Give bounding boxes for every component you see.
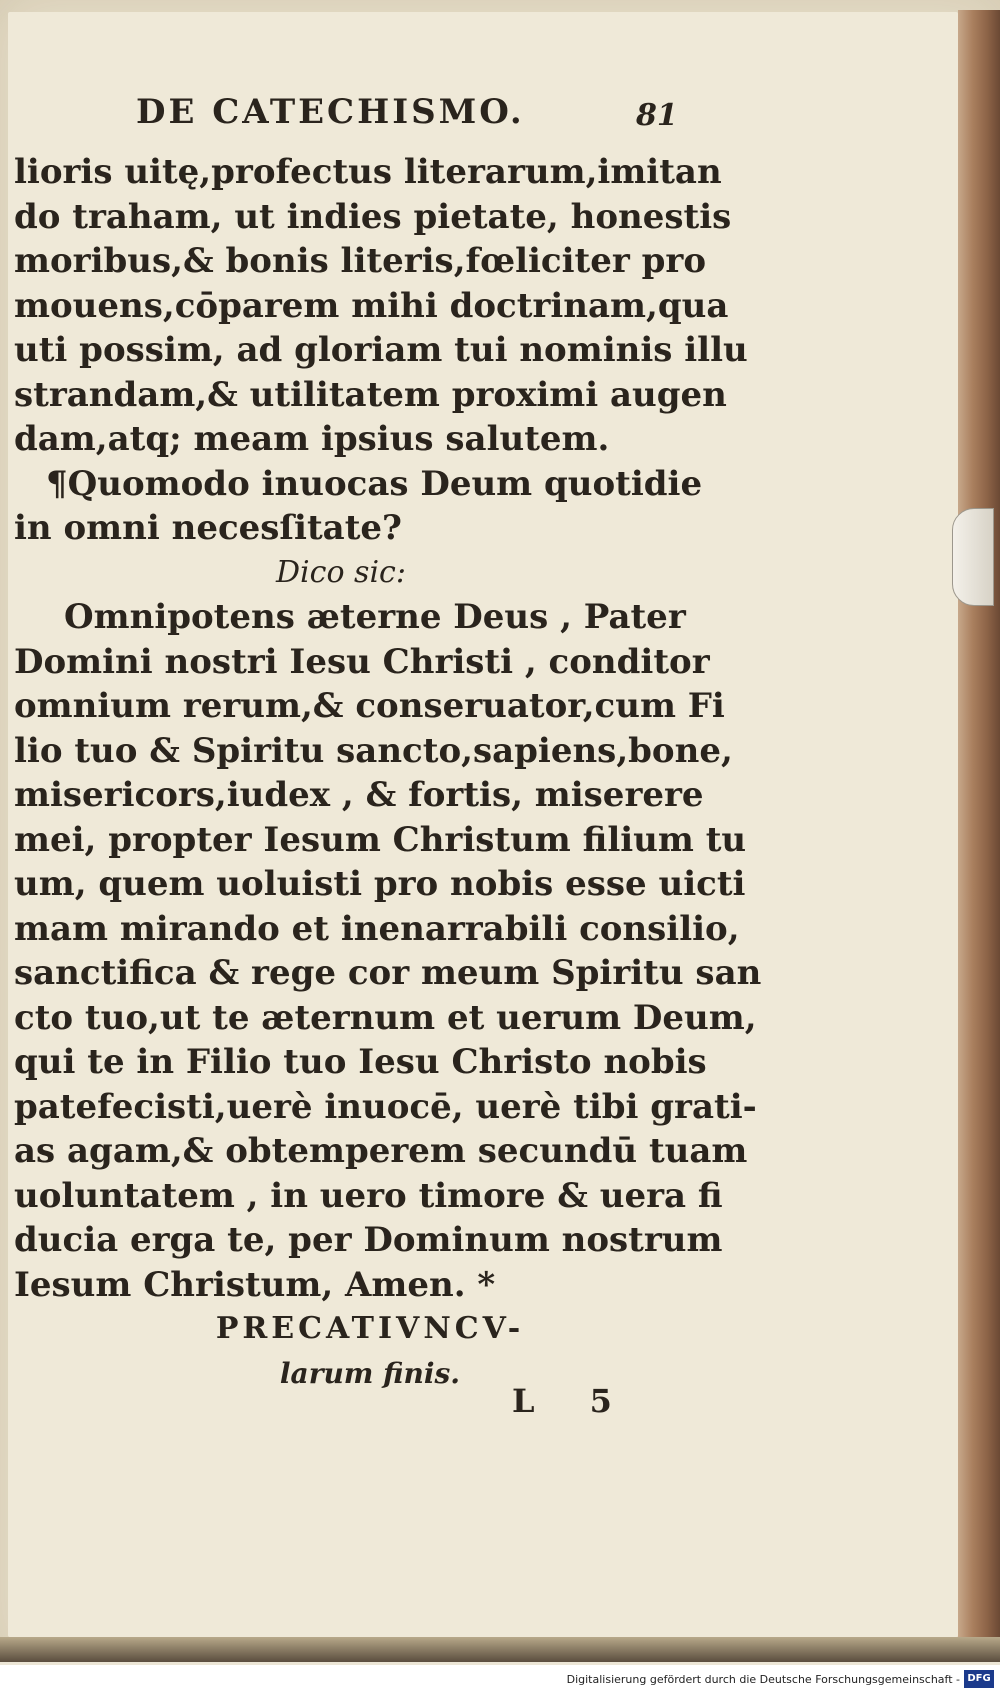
prayer-line: ducia erga te, per Dominum nostrum: [14, 1220, 723, 1260]
text-line: uti possim, ad gloriam tui nominis illu: [14, 330, 748, 370]
question-line: ¶Quomodo inuocas Deum quotidie: [46, 463, 703, 504]
body-text: [14, 150, 762, 1396]
running-head: DE CATECHISMO.: [136, 92, 525, 132]
page-clip: [952, 508, 994, 606]
prayer-line: patefecisti,uerè inuocē, uerè tibi grati-: [14, 1086, 757, 1127]
funding-credit: Digitalisierung gefördert durch die Deutsche Forschungsgemeinschaft -: [566, 1673, 960, 1686]
text-line: do traham, ut indies pietate, honestis: [14, 196, 732, 237]
dico-sic-heading: Dico sic:: [276, 554, 406, 590]
scan-bottom-shadow: [0, 1637, 1000, 1662]
prayer-line: as agam,& obtemperem secundū tuam: [14, 1131, 748, 1171]
prayer-line: Omnipotens æterne Deus , Pater: [64, 597, 686, 637]
prayer-line: Domini nostri Iesu Christi , conditor: [14, 641, 710, 682]
prayer-line: Iesum Christum, Amen. *: [14, 1264, 496, 1305]
book-fore-edge: [958, 10, 1000, 1650]
text-line: lioris uitę,profectus literarum,imitan: [14, 152, 722, 192]
prayer-line: mam mirando et inenarrabili consilio,: [14, 908, 740, 949]
prayer-line: uoluntatem , in uero timore & uera fi: [14, 1175, 723, 1216]
digitization-footer: [0, 1665, 1000, 1697]
text-line: mouens,cōparem mihi doctrinam,qua: [14, 285, 729, 326]
prayer-line: sanctifica & rege cor meum Spiritu san: [14, 953, 762, 993]
prayer-line: qui te in Filio tuo Iesu Christo nobis: [14, 1042, 707, 1082]
question-line: in omni necesſitate?: [14, 508, 402, 548]
prayer-line: omnium rerum,& conseruator,cum Fi: [14, 686, 725, 726]
prayer-line: mei, propter Iesum Christum filium tu: [14, 819, 747, 860]
signature-mark: L 5: [512, 1382, 634, 1420]
prayer-line: um, quem uoluisti pro nobis esse uicti: [14, 864, 746, 904]
text-line: strandam,& utilitatem proximi augen: [14, 374, 727, 415]
prayer-line: cto tuo,ut te æternum et uerum Deum,: [14, 997, 757, 1038]
text-line: dam,atq; meam ipsius salutem.: [14, 419, 610, 459]
prayer-line: lio tuo & Spiritu sancto,sapiens,bone,: [14, 730, 733, 771]
prayer-line: misericors,iudex , & fortis, miserere: [14, 775, 704, 815]
colophon-line: larum finis.: [279, 1356, 461, 1390]
text-line: moribus,& bonis literis,fœliciter pro: [14, 241, 707, 281]
dfg-logo-icon: DFG: [964, 1670, 994, 1688]
folio-number: 81: [636, 98, 678, 133]
colophon-line: PRECATIVNCV-: [215, 1311, 525, 1346]
